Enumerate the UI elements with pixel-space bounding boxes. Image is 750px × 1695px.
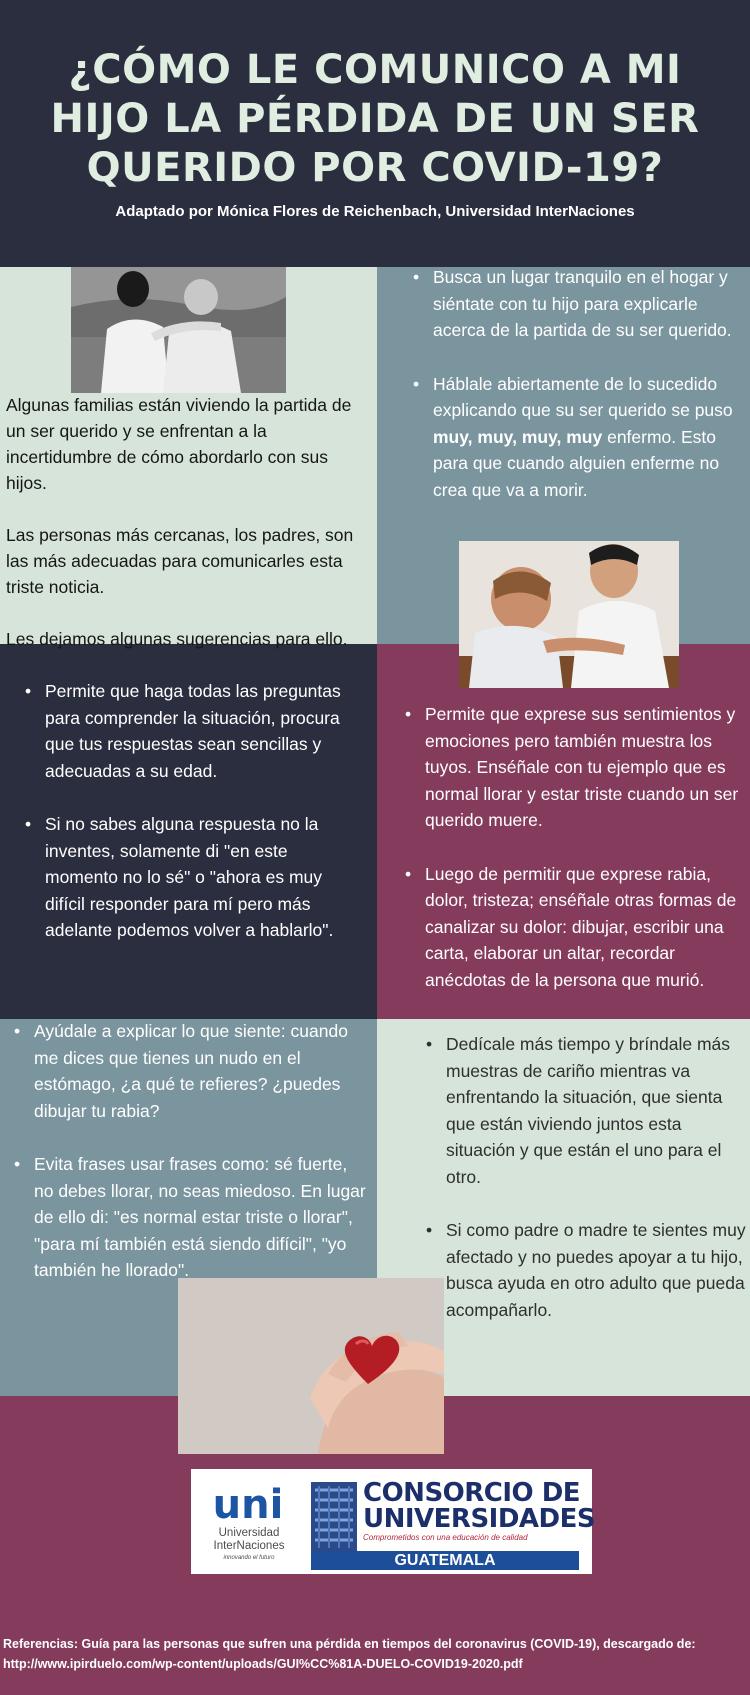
tips-list-2 xyxy=(25,678,355,971)
tips-list-3 xyxy=(405,701,745,1020)
tips-list-5 xyxy=(426,1031,748,1350)
tip-explain-feelings: • Ayúdale a explicar lo que siente: cuando me dices que tienes un nudo en el estómago, ¿a qué te refieres? ¿puedes dibujar tu rabia? xyxy=(34,1018,369,1124)
couple-photo xyxy=(71,267,286,393)
page-title: ¿CÓMO LE COMUNICO A MI HIJO LA PÉRDIDA DE UN SER QUERIDO POR COVID-19? xyxy=(50,47,700,191)
uni-tagline: innovando el futuro xyxy=(223,1555,275,1561)
tip-quiet-place: • Busca un lugar tranquilo en el hogar y siéntate con tu hijo para explicarle acerca de la partida de su ser querido. xyxy=(433,264,735,344)
tip-talk-openly: • Háblale abiertamente de lo sucedido explicando que su ser querido se puso muy, muy, muy, muy enfermo. Esto para que cuando alguien enferme no crea que va a morir. xyxy=(433,371,735,504)
tip-more-time: • Dedícale más tiempo y bríndale más muestras de cariño mientras va enfrentando la situación, que sienta que están viviendo juntos esta situación y que están el uno para el otro. xyxy=(446,1031,748,1190)
uni-logo: uni xyxy=(212,1482,284,1528)
consorcio-title-1: CONSORCIO DE xyxy=(363,1478,581,1508)
consorcio-title-2: UNIVERSIDADES xyxy=(363,1504,596,1534)
references xyxy=(3,1634,747,1674)
uni-name: Universidad InterNaciones xyxy=(213,1527,285,1552)
couple-illustration xyxy=(71,267,286,393)
intro-text xyxy=(6,392,366,652)
tips-list-1 xyxy=(413,264,735,530)
tip-express-feelings: • Permite que exprese sus sentimientos y emociones pero también muestra los tuyos. Enséñale con tu ejemplo que es normal llorar y estar triste cuando un ser querido muere. xyxy=(425,701,745,834)
intro-paragraph-1: Algunas familias están viviendo la partida de un ser querido y se enfrentan a la incertidumbre de cómo abordarlo con sus hijos. xyxy=(6,395,352,493)
father-son-illustration xyxy=(459,541,679,688)
logos-box xyxy=(191,1469,596,1574)
consorcio-tagline: Comprometidos con una educación de calidad xyxy=(363,1533,528,1542)
emphasis-text: muy, muy, muy, muy xyxy=(433,426,603,447)
tip-allow-questions: • Permite que haga todas las preguntas para comprender la situación, procura que tus respuestas sean sencillas y adecuadas a su edad. xyxy=(45,678,355,784)
tip-avoid-phrases: • Evita frases usar frases como: sé fuerte, no debes llorar, no seas miedoso. En lugar de ello di: "es normal estar triste o llorar", "para mí también está siendo difícil", "yo también he llorado". xyxy=(34,1151,369,1284)
header xyxy=(0,0,750,267)
father-son-photo xyxy=(459,541,679,688)
intro-paragraph-3: Les dejamos algunas sugerencias para ello. xyxy=(6,629,348,649)
references-url[interactable]: http://www.ipirduelo.com/wp-content/uploads/GUI%CC%81A-DUELO-COVID19-2020.pdf xyxy=(3,1657,523,1671)
page-subtitle: Adaptado por Mónica Flores de Reichenbach, Universidad InterNaciones xyxy=(115,203,635,220)
tips-list-4 xyxy=(14,1018,369,1311)
consorcio-mark-icon xyxy=(311,1482,357,1553)
tip-dont-invent: • Si no sabes alguna respuesta no la inventes, solamente di "en este momento no lo sé" o "ahora es muy difícil responder para mí pero más adelante podemos volver a hablarlo". xyxy=(45,811,355,944)
consorcio-country: GUATEMALA xyxy=(311,1551,579,1570)
tip-seek-help: • Si como padre o madre te sientes muy afectado y no puedes apoyar a tu hijo, busca ayuda en otro adulto que pueda acompañarlo. xyxy=(446,1217,748,1323)
intro-paragraph-2: Las personas más cercanas, los padres, son las más adecuadas para comunicarles esta triste noticia. xyxy=(6,525,354,597)
references-text: Referencias: Guía para las personas que sufren una pérdida en tiempos del coronavirus (COVID-19), descargado de: xyxy=(3,1637,696,1651)
tip-channel-pain: • Luego de permitir que exprese rabia, dolor, tristeza; enséñale otras formas de canalizar su dolor: dibujar, escribir una carta, elaborar un altar, recordar anécdotas de la persona que murió. xyxy=(425,861,745,994)
